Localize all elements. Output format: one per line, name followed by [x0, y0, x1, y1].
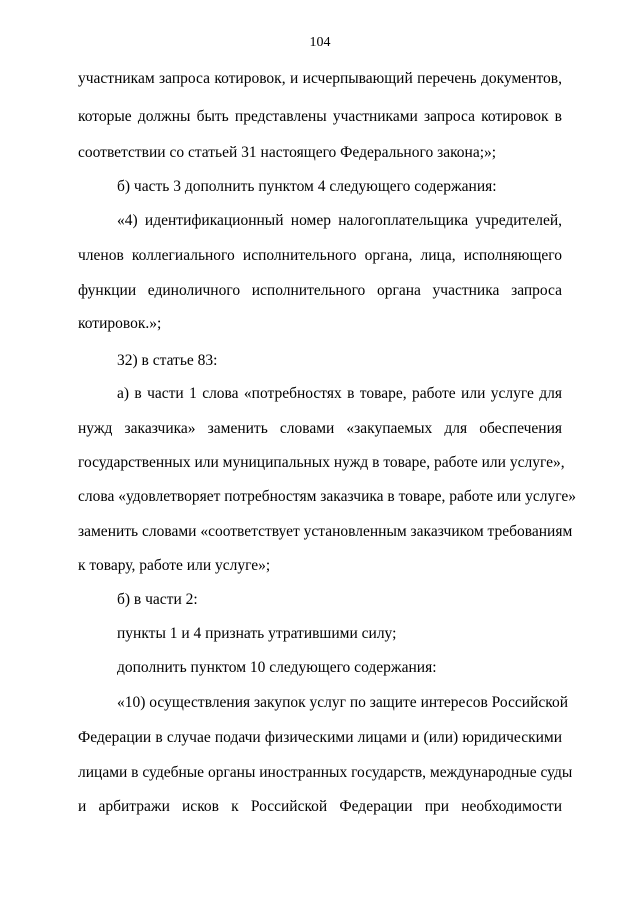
paragraph-line: 32) в статье 83:: [117, 352, 218, 369]
paragraph-line: к товару, работе или услуге»;: [78, 557, 271, 574]
paragraph-line: членов коллегиального исполнительного органа, лица, исполняющего: [78, 247, 562, 264]
paragraph-line: «4) идентификационный номер налогоплательщика учредителей,: [117, 212, 562, 229]
paragraph-line: слова «удовлетворяет потребностям заказчика в товаре, работе или услуге»: [78, 488, 576, 505]
paragraph-line: б) часть 3 дополнить пунктом 4 следующего содержания:: [117, 178, 497, 195]
paragraph-line: пункты 1 и 4 признать утратившими силу;: [117, 625, 397, 642]
paragraph-line: нужд заказчика» заменить словами «закупаемых для обеспечения: [78, 420, 562, 437]
paragraph-line: лицами в судебные органы иностранных государств, международные суды: [78, 764, 573, 781]
paragraph-line: котировок.»;: [78, 315, 162, 332]
paragraph-line: Федерации в случае подачи физическими лицами и (или) юридическими: [78, 729, 562, 746]
paragraph-line: б) в части 2:: [117, 591, 198, 608]
paragraph-line: дополнить пунктом 10 следующего содержания:: [117, 659, 437, 676]
paragraph-line: «10) осуществления закупок услуг по защите интересов Российской: [117, 694, 569, 711]
paragraph-line: участникам запроса котировок, и исчерпывающий перечень документов,: [78, 70, 562, 87]
paragraph-line: которые должны быть представлены участниками запроса котировок в: [78, 108, 562, 125]
paragraph-line: а) в части 1 слова «потребностях в товаре, работе или услуге для: [117, 385, 562, 402]
paragraph-line: и арбитражи исков к Российской Федерации при необходимости: [78, 798, 562, 815]
paragraph-line: соответствии со статьей 31 настоящего Федерального закона;»;: [78, 144, 497, 161]
paragraph-line: заменить словами «соответствует установленным заказчиком требованиям: [78, 523, 573, 540]
paragraph-line: государственных или муниципальных нужд в товаре, работе или услуге»,: [78, 454, 565, 471]
paragraph-line: функции единоличного исполнительного органа участника запроса: [78, 282, 562, 299]
page-number: 104: [309, 35, 331, 50]
